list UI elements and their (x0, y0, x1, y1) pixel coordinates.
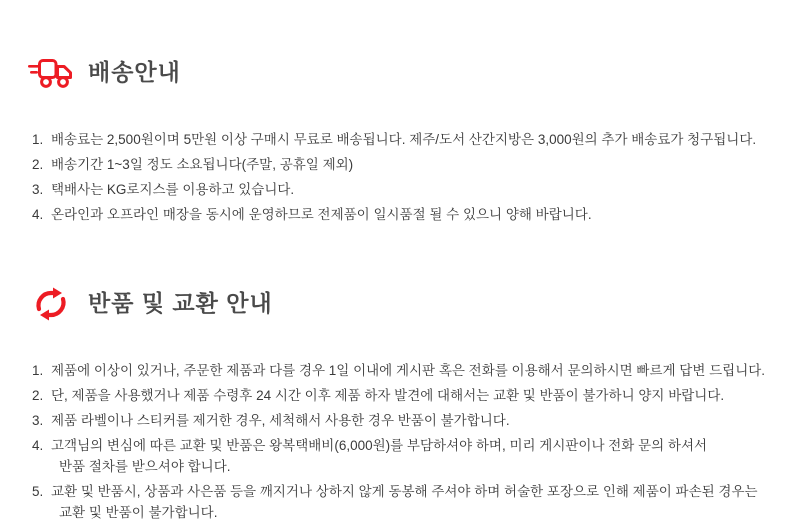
list-item-number: 2. (32, 157, 44, 173)
list-item-line: 제품 라벨이나 스티커를 제거한 경우, 세척해서 사용한 경우 반품이 불가합니다. (51, 413, 510, 429)
list-item-number: 1. (32, 363, 44, 379)
list-item-text: 온라인과 오프라인 매장을 동시에 운영하므로 전제품이 일시품절 될 수 있으니 양해 바랍니다. (51, 207, 592, 223)
list-item (32, 154, 772, 175)
list-item-text: 택배사는 KG로지스를 이용하고 있습니다. (51, 182, 295, 198)
list-item-number: 3. (32, 182, 44, 198)
list-item-number: 1. (32, 132, 44, 148)
list-item-text (51, 360, 772, 381)
list-item (32, 204, 772, 225)
delivery-info-section (28, 42, 772, 225)
list-item-number: 3. (32, 413, 44, 429)
delivery-heading (28, 42, 772, 103)
list-item-line: 고객님의 변심에 따른 교환 및 반품은 왕복택배비(6,000원)를 부담하셔야 하며, 미리 게시판이나 전화 문의 하셔서 (51, 438, 708, 454)
refresh-exchange-icon (28, 284, 74, 324)
list-item-text (51, 481, 772, 523)
list-item-number: 4. (32, 438, 44, 454)
list-item-text (51, 410, 772, 431)
list-item (32, 410, 772, 431)
list-item-number: 2. (32, 388, 44, 404)
list-item (32, 435, 772, 477)
list-item-text: 배송료는 2,500원이며 5만원 이상 구매시 무료로 배송됩니다. 제주/도서 산간지방은 3,000원의 추가 배송료가 청구됩니다. (51, 132, 757, 148)
list-item-text (51, 435, 772, 477)
list-item (32, 129, 772, 150)
list-item-text: 배송기간 1~3일 정도 소요됩니다(주말, 공휴일 제외) (51, 157, 354, 173)
list-item (32, 360, 772, 381)
info-page (0, 42, 800, 521)
list-item (32, 481, 772, 523)
list-item-line: 교환 및 반품시, 상품과 사은품 등을 깨지거나 상하지 않게 동봉해 주셔야 하며 허술한 포장으로 인해 제품이 파손된 경우는 (51, 484, 758, 500)
delivery-list (28, 129, 772, 225)
list-item-number: 5. (32, 484, 44, 500)
list-item (32, 385, 772, 406)
return-exchange-section (28, 273, 772, 523)
list-item-line: 단, 제품을 사용했거나 제품 수령후 24 시간 이후 제품 하자 발견에 대해서는 교환 및 반품이 불가하니 양지 바랍니다. (51, 388, 725, 404)
delivery-truck-icon (28, 53, 74, 93)
list-item-number: 4. (32, 207, 44, 223)
list-item (32, 179, 772, 200)
return-heading (28, 273, 772, 334)
list-item-line-continued: 반품 절차를 받으셔야 합니다. (59, 459, 231, 475)
delivery-title: 배송안내 (88, 59, 181, 86)
return-list (28, 360, 772, 523)
list-item-line: 제품에 이상이 있거나, 주문한 제품과 다를 경우 1일 이내에 게시판 혹은 전화를 이용해서 문의하시면 빠르게 답변 드립니다. (51, 363, 766, 379)
list-item-line-continued: 교환 및 반품이 불가합니다. (59, 505, 218, 521)
list-item-text (51, 385, 772, 406)
return-title: 반품 및 교환 안내 (88, 290, 273, 317)
